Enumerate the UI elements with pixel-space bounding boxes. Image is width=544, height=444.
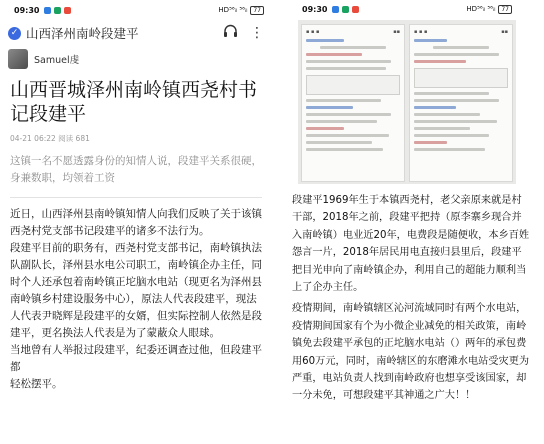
app-notification-icon [54,7,61,14]
author-row[interactable] [0,46,272,72]
paragraph: 近日，山西泽州县南岭镇知情人向我们反映了关于该镇西尧村党支部书记段建平的诸多不法行为。 [10,208,262,237]
headphones-icon[interactable] [223,24,238,42]
account-title[interactable]: 山西泽州南岭段建平 [26,26,139,41]
status-time: 09:30 [302,4,328,14]
signal-icon: HD⁵⁶ᵢₗ ⁵⁶ᵢₗ [218,6,248,14]
more-vertical-icon[interactable]: ⋮ [250,25,264,41]
verified-check-icon: ✓ [8,27,21,40]
right-screenshot [272,0,544,444]
paragraph: 轻松摆平。 [10,378,63,390]
avatar[interactable] [8,49,28,69]
document-screenshots-image [298,20,516,184]
app-notification-icon [352,6,359,13]
signal-icon: HD⁵⁶ᵢₗ ⁵⁶ᵢₗ [466,5,496,13]
app-notification-icon [342,6,349,13]
notification-icons [332,6,359,13]
document-image: ▪ ▪ ▪ ▪▪ [409,24,513,182]
battery-icon: 77 [498,5,512,14]
status-bar [0,0,272,20]
article-intro: 这镇一名不愿透露身份的知情人说，段建平关系很硬，身兼数职，均领着工资 [10,155,262,184]
paragraph: 当地曾有人举报过段建平，纪委还调查过他，但段建平都 [10,344,262,373]
app-notification-icon [332,6,339,13]
app-notification-icon [64,7,71,14]
author-name[interactable]: Samuel虔 [34,55,80,66]
notification-icons [44,7,71,14]
article-meta: 04-21 06:22 阅读 681 [10,134,90,143]
status-time: 09:30 [14,5,40,15]
article-header [0,20,272,46]
article-body [0,198,272,393]
document-image: ▪ ▪ ▪ ▪▪ [301,24,405,182]
status-bar [272,0,544,18]
paragraph: 疫情期间，南岭镇辖区沁河流域同时有两个水电站，疫情期间国家有个为小微企业减免的相关政策，南岭镇免去段建平承包的正坨脑水电站（）两年的承包费用60万元，同时，南岭辖区的东磨滩水电站受灾更为严重，电站负责人找到南岭政府也想享受该国家，却一分未免，可想段建平其神通之广大！！ [292,303,530,402]
article-headline: 山西晋城泽州南岭镇西尧村书记段建平 [10,79,258,125]
battery-icon: 77 [250,6,264,15]
paragraph: 段建平1969年生于本镇西尧村，老父亲原来就是村干部，2018年之前，段建平把持（原李寨乡现合并入南岭镇）电业近20年，电费段是随便收，本乡百姓怨言一片，2018年居民用电直接归县里后，段建平把目光申向了南岭镇企办，利用自己的超能力顺利当上了企办主任。 [292,195,530,294]
article-body [292,192,530,409]
app-notification-icon [44,7,51,14]
paragraph: 段建平目前的职务有，西尧村党支部书记，南岭镇执法队副队长，泽州县水电公司职工，南岭镇企办主任，同时个人还承包着南岭镇正坨脑水电站（现更名为泽州县南岭镇乡村建设服务中心），原法人代表段建平，现法人代表尹晓辉是段建平的女婿，但实际控制人依然是段建平，更名换法人代表是为了蒙蔽众人眼球。 [10,242,262,339]
